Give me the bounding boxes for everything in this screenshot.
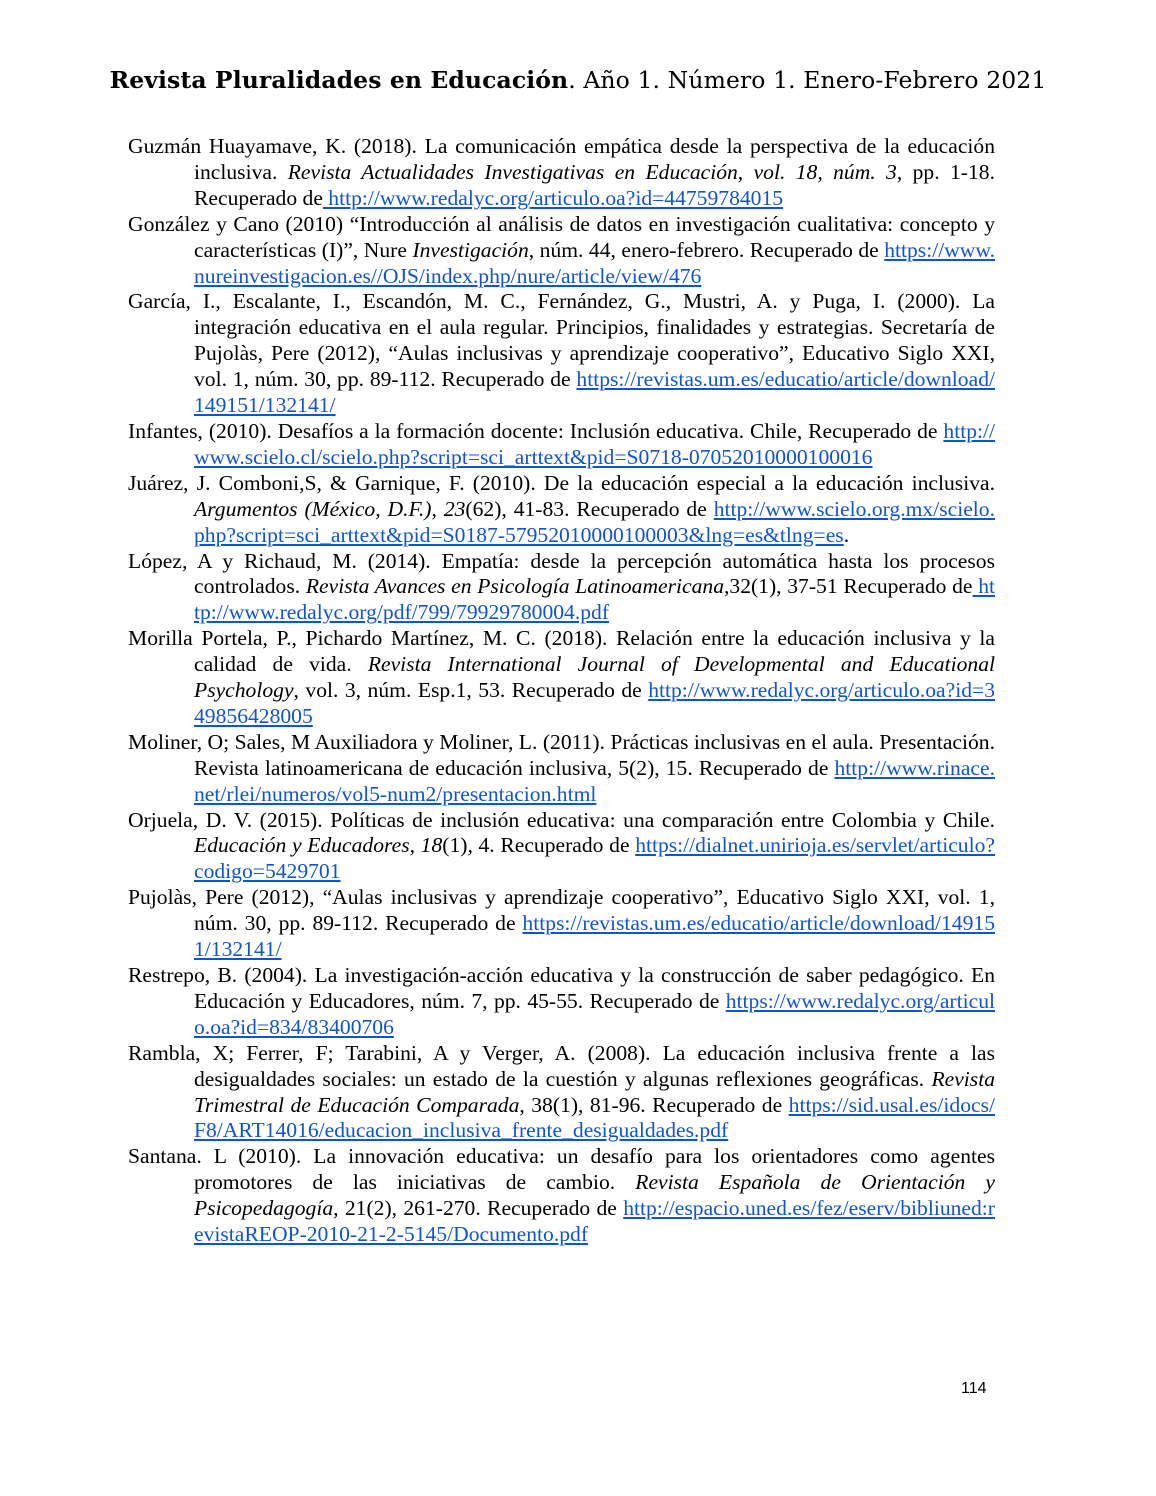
reference-link[interactable]: https://www.redalyc.org/articulo.oa?id=834/83400706 xyxy=(194,988,995,1039)
reference-link[interactable]: http://www.redalyc.org/articulo.oa?id=349856428005 xyxy=(194,678,995,728)
reference-text: González y Cano (2010) “Introducción al análisis de datos en investigación cualitativa: concepto y características (I)”, Nure xyxy=(128,211,995,262)
issue-info: . Año 1. Número 1. Enero-Febrero 2021 xyxy=(568,66,1047,94)
reference-link[interactable]: https://revistas.um.es/educatio/article/download/149151/132141/ xyxy=(194,911,995,962)
reference-link[interactable]: http://www.rinace.net/rlei/numeros/vol5-num2/presentacion.html xyxy=(194,755,995,806)
reference-source-title: 23 xyxy=(443,496,466,521)
reference-entry xyxy=(128,885,995,963)
reference-entry xyxy=(128,626,995,730)
reference-entry xyxy=(128,808,995,886)
reference-link[interactable]: http://www.redalyc.org/articulo.oa?id=44759784015 xyxy=(322,185,784,210)
reference-entry xyxy=(128,134,995,212)
reference-source-title: Revista Actualidades Investigativas en Educación, vol. 18, núm. 3 xyxy=(287,159,897,184)
reference-entry xyxy=(128,289,995,419)
reference-source-title: 18 xyxy=(420,833,443,858)
reference-entry xyxy=(128,963,995,1041)
reference-entry xyxy=(128,212,995,290)
reference-text: , pp. 1-18. Recuperado de xyxy=(194,159,995,210)
reference-link[interactable]: https://www.nureinvestigacion.es//OJS/index.php/nure/article/view/476 xyxy=(194,237,995,288)
reference-text: , núm. 44, enero-febrero. Recuperado de xyxy=(528,237,885,262)
reference-entry xyxy=(128,419,995,471)
reference-text: García, I., Escalante, I., Escandón, M. C., Fernández, G., Mustri, A. y Puga, I. (2000). La integración educativa en el aula regular. Principios, finalidades y estrategias. Secretaría de Pujolàs, Pere (2012), “Aulas inclusivas y aprendizaje cooperativo”, Educativo Siglo XXI, vol. 1, núm. 30, pp. 89-112. Recuperado de xyxy=(128,289,995,392)
reference-text: , vol. 3, núm. Esp.1, 53. Recuperado de xyxy=(293,678,649,703)
reference-text: (1), 4. Recuperado de xyxy=(442,833,636,858)
reference-text: Pujolàs, Pere (2012), “Aulas inclusivas y aprendizaje cooperativo”, Educativo Siglo XXI, vol. 1, núm. 30, pp. 89-112. Recuperado de xyxy=(128,885,995,936)
reference-text: , xyxy=(409,833,421,858)
reference-link[interactable]: http://www.scielo.cl/scielo.php?script=sci_arttext&pid=S0718-07052010000100016 xyxy=(194,418,995,469)
reference-text: ,32(1), 37-51 Recuperado de xyxy=(724,574,973,599)
reference-text: , xyxy=(431,496,444,521)
reference-source-title: Revista Española de Orientación y Psicopedagogía xyxy=(194,1170,995,1221)
reference-link[interactable]: http://www.redalyc.org/pdf/799/79929780004.pdf xyxy=(194,574,995,625)
reference-text: (62), 41-83. Recuperado de xyxy=(465,496,714,521)
reference-source-title: Revista International Journal of Developmental and Educational Psychology xyxy=(194,652,995,703)
reference-list xyxy=(128,134,995,1248)
reference-text: Santana. L (2010). La innovación educativa: un desafío para los orientadores como agentes promotores de las iniciativas de cambio. xyxy=(128,1144,995,1195)
reference-text: , 38(1), 81-96. Recuperado de xyxy=(519,1092,789,1117)
reference-text: Infantes, (2010). Desafíos a la formación docente: Inclusión educativa. Chile, Recuperado de xyxy=(128,418,944,443)
reference-link[interactable]: http://espacio.uned.es/fez/eserv/bibliuned:revistaREOP-2010-21-2-5145/Documento.pdf xyxy=(194,1196,995,1247)
reference-source-title: Investigación xyxy=(412,237,529,262)
reference-source-title: Argumentos (México, D.F.) xyxy=(194,496,432,521)
reference-text: Guzmán Huayamave, K. (2018). La comunicación empática desde la perspectiva de la educación inclusiva. xyxy=(128,134,995,184)
reference-source-title: Revista Avances en Psicología Latinoamericana xyxy=(305,574,724,599)
reference-link[interactable]: https://dialnet.unirioja.es/servlet/articulo?codigo=5429701 xyxy=(194,833,995,884)
reference-source-title: Revista Trimestral de Educación Comparada xyxy=(194,1066,995,1117)
reference-text: Restrepo, B. (2004). La investigación-acción educativa y la construcción de saber pedagógico. En Educación y Educadores, núm. 7, pp. 45-55. Recuperado de xyxy=(128,963,995,1013)
reference-source-title: Educación y Educadores xyxy=(194,833,410,858)
page-number: 114 xyxy=(961,1380,987,1397)
reference-text: Rambla, X; Ferrer, F; Tarabini, A y Verger, A. (2008). La educación inclusiva frente a las desigualdades sociales: un estado de la cuestión y algunas reflexiones geográficas. xyxy=(128,1040,995,1091)
reference-text: López, A y Richaud, M. (2014). Empatía: desde la percepción automática hasta los procesos controlados. xyxy=(128,548,995,599)
reference-entry xyxy=(128,549,995,627)
reference-entry xyxy=(128,730,995,808)
reference-link[interactable]: https://sid.usal.es/idocs/F8/ART14016/educacion_inclusiva_frente_desigualdades.pdf xyxy=(194,1092,995,1143)
reference-entry xyxy=(128,1041,995,1145)
reference-text: Juárez, J. Comboni,S, & Garnique, F. (2010). De la educación especial a la educación inclusiva. xyxy=(128,470,995,495)
reference-entry xyxy=(128,471,995,549)
journal-title: Revista Pluralidades en Educación xyxy=(109,66,569,94)
reference-entry xyxy=(128,1144,995,1248)
reference-text: Moliner, O; Sales, M Auxiliadora y Moliner, L. (2011). Prácticas inclusivas en el aula. Presentación. Revista latinoamericana de educación inclusiva, 5(2), 15. Recuperado de xyxy=(128,729,995,780)
reference-text: . xyxy=(843,522,850,547)
reference-text: Morilla Portela, P., Pichardo Martínez, M. C. (2018). Relación entre la educación inclusiva y la calidad de vida. xyxy=(128,626,995,677)
running-header xyxy=(0,66,1156,94)
reference-link[interactable]: https://revistas.um.es/educatio/article/download/149151/132141/ xyxy=(194,367,995,418)
reference-text: Orjuela, D. V. (2015). Políticas de inclusión educativa: una comparación entre Colombia y Chile. xyxy=(128,807,995,832)
reference-text: , 21(2), 261-270. Recuperado de xyxy=(333,1196,624,1221)
reference-link[interactable]: http://www.scielo.org.mx/scielo.php?script=sci_arttext&pid=S0187-57952010000100003&lng=es&tlng=es xyxy=(194,496,995,547)
